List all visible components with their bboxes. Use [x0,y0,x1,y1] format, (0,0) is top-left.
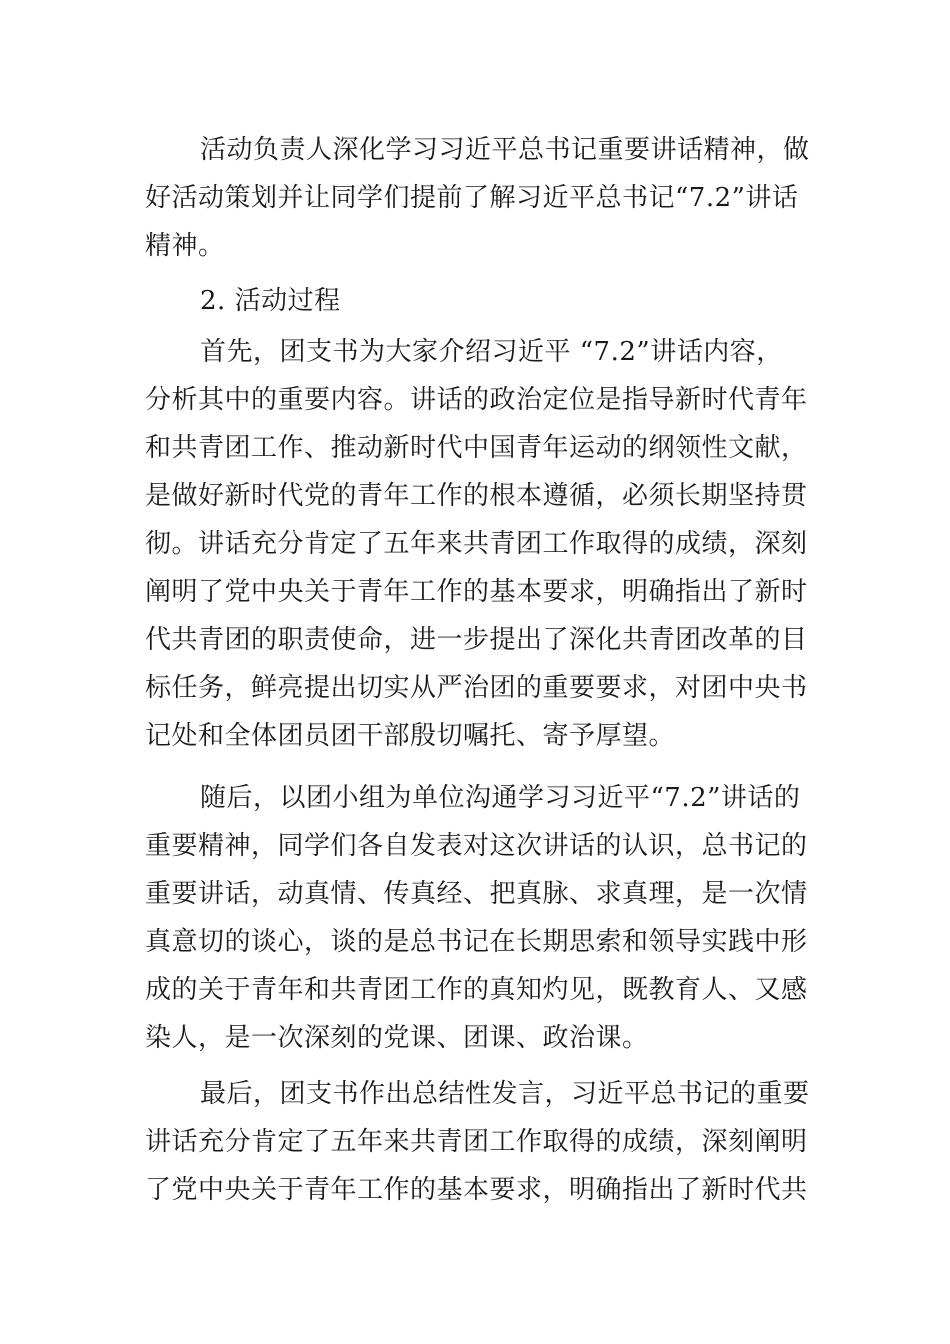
paragraph-2-line-6: 阐明了党中央关于青年工作的基本要求，明确指出了新时 [145,577,808,607]
paragraph-1-line-1: 活动负责人深化学习习近平总书记重要讲话精神，做 [200,135,810,165]
paragraph-4-line-1: 最后，团支书作出总结性发言，习近平总书记的重要 [200,1079,810,1109]
paragraph-4-line-3: 了党中央关于青年工作的基本要求，明确指出了新时代共 [145,1175,808,1205]
paragraph-4-line-2: 讲话充分肯定了五年来共青团工作取得的成绩，深刻阐明 [145,1127,808,1157]
paragraph-3-line-5: 成的关于青年和共青团工作的真知灼见，既教育人、又感 [145,975,808,1005]
paragraph-2-line-3: 和共青团工作、推动新时代中国青年运动的纲领性文献， [145,433,808,463]
paragraph-1-line-2: 好活动策划并让同学们提前了解习近平总书记“7.2”讲话 [145,183,799,213]
paragraph-2-line-4: 是做好新时代党的青年工作的根本遵循，必须长期坚持贯 [145,481,808,511]
paragraph-2-line-2: 分析其中的重要内容。讲话的政治定位是指导新时代青年 [145,385,808,415]
section-heading: 2. 活动过程 [200,286,341,316]
paragraph-3-line-1: 随后，以团小组为单位沟通学习习近平“7.2”讲话的 [200,783,801,813]
paragraph-2-line-7: 代共青团的职责使命，进一步提出了深化共青团改革的目 [145,625,808,655]
paragraph-2-line-9: 记处和全体团员团干部殷切嘱托、寄予厚望。 [145,721,676,751]
paragraph-2-line-1: 首先，团支书为大家介绍习近平 “7.2”讲话内容， [200,337,783,367]
paragraph-3-line-6: 染人，是一次深刻的党课、团课、政治课。 [145,1023,649,1053]
paragraph-1-line-3: 精神。 [145,231,225,261]
paragraph-2-line-5: 彻。讲话充分肯定了五年来共青团工作取得的成绩，深刻 [145,529,808,559]
paragraph-2-line-8: 标任务，鲜亮提出切实从严治团的重要要求，对团中央书 [145,673,808,703]
paragraph-3-line-2: 重要精神，同学们各自发表对这次讲话的认识，总书记的 [145,831,808,861]
paragraph-3-line-3: 重要讲话，动真情、传真经、把真脉、求真理，是一次情 [145,879,808,909]
paragraph-3-line-4: 真意切的谈心，谈的是总书记在长期思索和领导实践中形 [145,927,808,957]
